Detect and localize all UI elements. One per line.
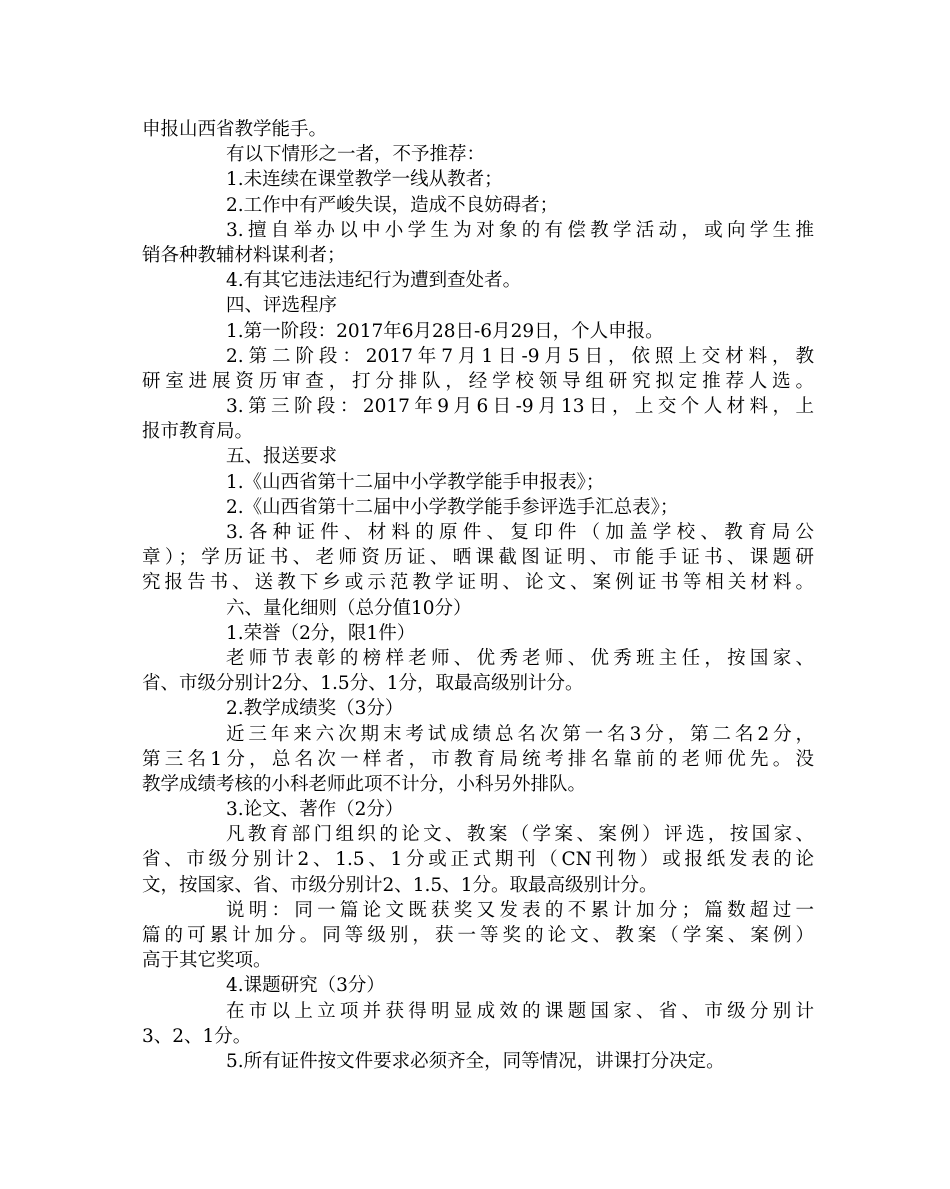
paragraph-line: 有以下情形之一者，不予推荐： [226, 144, 486, 166]
paragraph-line: 说明：同一篇论文既获奖又发表的不累计加分；篇数超过一 [226, 899, 814, 921]
paragraph-line: 教学成绩考核的小科老师此项不计分，小科另外排队。 [142, 773, 587, 795]
subsection-heading: 2.教学成绩奖（3分） [226, 698, 404, 720]
list-item: 1.未连续在课堂教学一线从教者； [226, 169, 503, 191]
paragraph-line: 文，按国家、省、市级分别计2、1.5、1分。取最高级别计分。 [142, 874, 658, 896]
paragraph-line: 3、2、1分。 [142, 1025, 252, 1047]
document-body [142, 117, 814, 1074]
subsection-heading: 1.荣誉（2分，限1件） [226, 622, 416, 644]
paragraph-line: 篇的可累计加分。同等级别，获一等奖的论文、教案（学案、案例） [142, 925, 814, 946]
paragraph-line: 省、市级分别计2、1.5、1分或正式期刊（CN刊物）或报纸发表的论 [142, 849, 814, 871]
paragraph-line: 老师节表彰的榜样老师、优秀老师、优秀班主任，按国家、 [226, 647, 814, 669]
list-item: 1.《山西省第十二届中小学教学能手申报表》； [226, 471, 605, 493]
list-item: 3.擅自举办以中小学生为对象的有偿教学活动，或向学生推 [226, 219, 814, 241]
paragraph-line: 报市教育局。 [142, 421, 254, 443]
paragraph-line: 申报山西省教学能手。 [142, 119, 328, 140]
section-heading: 五、报送要求 [226, 446, 338, 468]
list-item: 3.各种证件、材料的原件、复印件（加盖学校、教育局公 [226, 522, 814, 543]
paragraph-line: 高于其它奖项。 [142, 950, 272, 972]
list-item: 2.工作中有严峻失误，造成不良妨碍者； [226, 194, 559, 216]
subsection-heading: 5.所有证件按文件要求必须齐全，同等情况，讲课打分决定。 [226, 1050, 725, 1072]
paragraph-line: 近三年来六次期末考试成绩总名次第一名3分，第二名2分， [226, 723, 814, 745]
list-item: 2.《山西省第十二届中小学教学能手参评选手汇总表》； [226, 496, 679, 518]
paragraph-line: 在市以上立项并获得明显成效的课题国家、省、市级分别计 [226, 1000, 814, 1022]
paragraph-line: 究报告书、送教下乡或示范教学证明、论文、案例证书等相关材料。 [142, 572, 814, 594]
list-item: 1.第一阶段：2017年6月28日-6月29日，个人申报。 [226, 320, 664, 342]
subsection-heading: 4.课题研究（3分） [226, 975, 385, 997]
paragraph-line: 凡教育部门组织的论文、教案（学案、案例）评选，按国家、 [226, 824, 814, 846]
paragraph-line: 研室进展资历审查，打分排队，经学校领导组研究拟定推荐人选。 [142, 370, 814, 392]
paragraph-line: 章）；学历证书、老师资历证、晒课截图证明、市能手证书、课题研 [142, 547, 814, 569]
subsection-heading: 3.论文、著作（2分） [226, 799, 404, 821]
paragraph-line: 销各种教辅材料谋利者； [142, 244, 346, 266]
list-item: 4.有其它违法违纪行为遭到查处者。 [226, 270, 522, 292]
paragraph-line: 第三名1分，总名次一样者，市教育局统考排名靠前的老师优先。没 [142, 748, 814, 770]
section-heading: 四、评选程序 [226, 295, 338, 317]
list-item: 2.第二阶段：2017年7月1日-9月5日，依照上交材料，教 [226, 345, 814, 367]
list-item: 3.第三阶段：2017年9月6日-9月13日，上交个人材料，上 [226, 396, 814, 418]
paragraph-line: 省、市级分别计2分、1.5分、1分，取最高级别计分。 [142, 673, 584, 695]
section-heading: 六、量化细则（总分值10分） [226, 597, 472, 619]
